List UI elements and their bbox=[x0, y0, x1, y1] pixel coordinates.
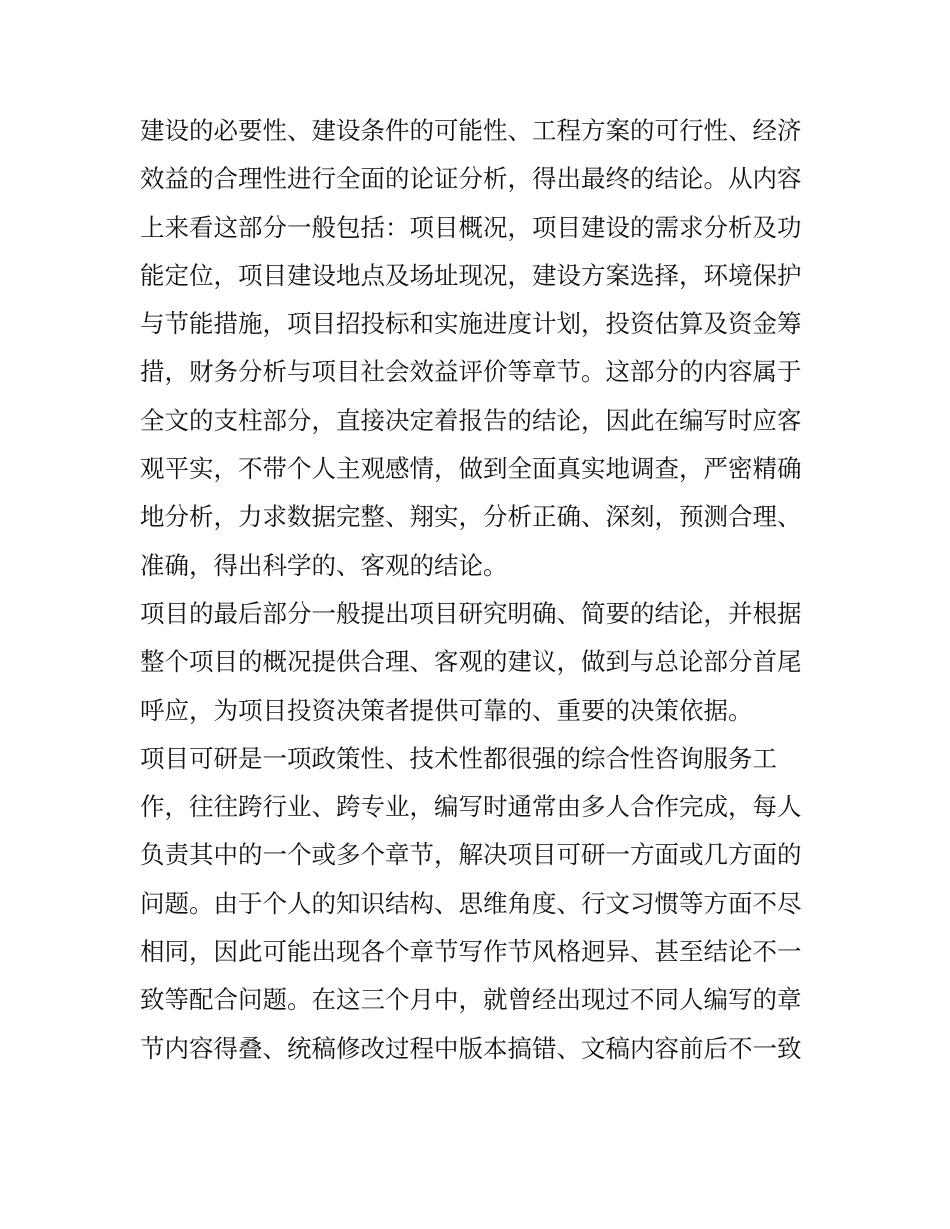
text-line: 负责其中的一个或多个章节，解决项目可研一方面或几方面的 bbox=[140, 840, 802, 870]
body-text bbox=[140, 107, 820, 1073]
paragraph-2 bbox=[140, 590, 820, 735]
text-line: 问题。由于个人的知识结构、思维角度、行文习惯等方面不尽 bbox=[140, 888, 802, 918]
text-line: 项目的最后部分一般提出项目研究明确、简要的结论，并根据 bbox=[140, 598, 802, 628]
text-line: 观平实，不带个人主观感情，做到全面真实地调查，严密精确 bbox=[140, 454, 802, 484]
text-line: 致等配合问题。在这三个月中，就曾经出现过不同人编写的章 bbox=[140, 985, 802, 1015]
text-line: 作，往往跨行业、跨专业，编写时通常由多人合作完成，每人 bbox=[140, 792, 802, 822]
text-line: 建设的必要性、建设条件的可能性、工程方案的可行性、经济 bbox=[140, 116, 802, 145]
text-line: 项目可研是一项政策性、技术性都很强的综合性咨询服务工 bbox=[140, 743, 777, 773]
text-line: 全文的支柱部分，直接决定着报告的结论，因此在编写时应客 bbox=[140, 405, 802, 435]
text-line: 呼应，为项目投资决策者提供可靠的、重要的决策依据。 bbox=[140, 695, 753, 725]
text-line: 能定位，项目建设地点及场址现况，建设方案选择，环境保护 bbox=[140, 260, 802, 290]
text-line: 准确，得出科学的、客观的结论。 bbox=[140, 550, 508, 580]
text-line: 上来看这部分一般包括：项目概况，项目建设的需求分析及功 bbox=[140, 212, 802, 242]
paragraph-3 bbox=[140, 735, 820, 1073]
text-line: 相同，因此可能出现各个章节写作节风格迥异、甚至结论不一 bbox=[140, 937, 802, 967]
text-line: 整个项目的概况提供合理、客观的建议，做到与总论部分首尾 bbox=[140, 647, 802, 677]
text-line: 与节能措施，项目招投标和实施进度计划，投资估算及资金筹 bbox=[140, 309, 802, 339]
text-line: 效益的合理性进行全面的论证分析，得出最终的结论。从内容 bbox=[140, 164, 802, 194]
text-line: 节内容得叠、统稿修改过程中版本搞错、文稿内容前后不一致 bbox=[140, 1033, 802, 1063]
text-line: 措，财务分析与项目社会效益评价等章节。这部分的内容属于 bbox=[140, 357, 802, 387]
text-line: 地分析，力求数据完整、翔实，分析正确、深刻，预测合理、 bbox=[140, 502, 802, 532]
paragraph-1 bbox=[140, 107, 820, 590]
